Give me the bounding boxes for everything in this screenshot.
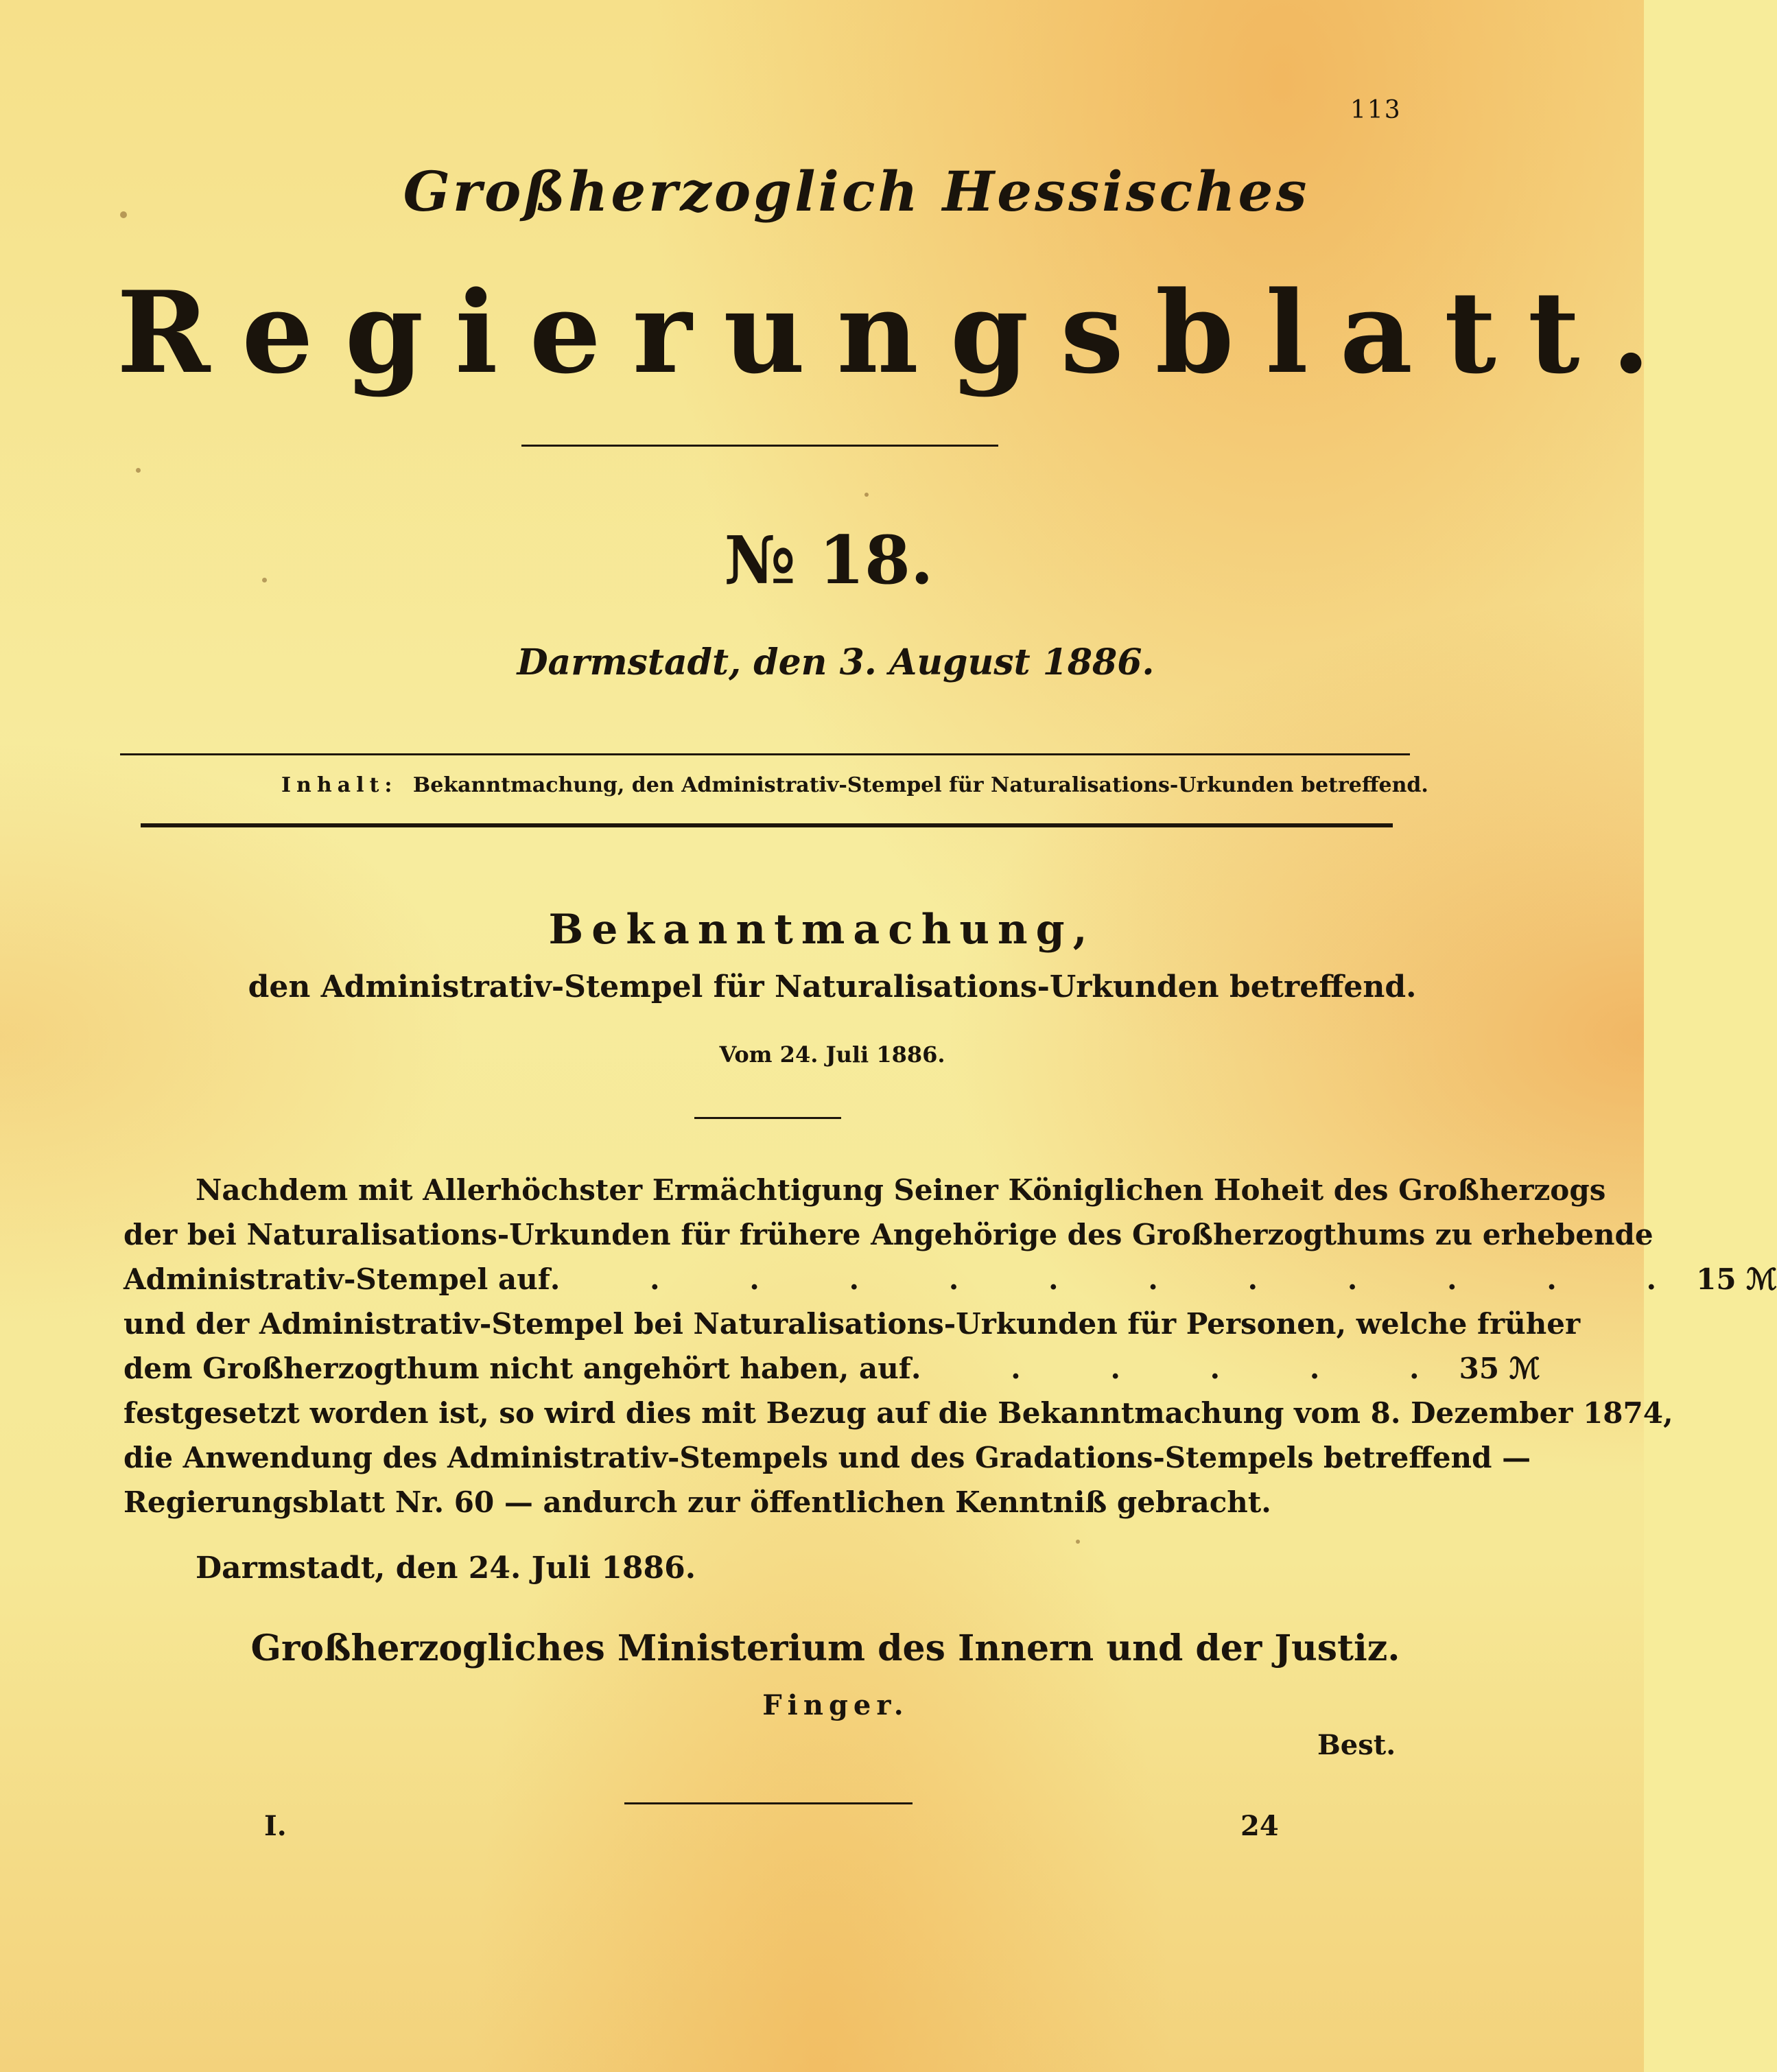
contents-label: Inhalt: (281, 773, 398, 797)
footer-signature-mark: I. (264, 1810, 287, 1842)
announcement-date: Vom 24. Juli 1886. (719, 1041, 945, 1068)
body-text: der bei Naturalisations-Urkunden für frühere Angehörige des Großherzogthums zu erhebende (123, 1218, 1654, 1251)
ministry-name: Großherzogliches Ministerium des Innern und der Justiz. (250, 1627, 1400, 1669)
body-line (123, 1396, 1673, 1430)
body-text: festgesetzt worden ist, so wird dies mit Bezug auf die Bekanntmachung vom 8. Dezember 1874, (123, 1396, 1673, 1430)
footer-divider (624, 1802, 913, 1804)
paper-speck (120, 211, 127, 218)
body-text: Nachdem mit Allerhöchster Ermächtigung Seiner Königlichen Hoheit des Großherzogs (196, 1173, 1606, 1207)
amount: 15 ℳ (1696, 1262, 1777, 1296)
countersigner-name: Best. (1317, 1729, 1396, 1761)
body-line (196, 1173, 1606, 1207)
contents-top-rule (120, 753, 1410, 755)
page-number: 113 (1350, 96, 1402, 124)
paper-speck (262, 578, 267, 582)
masthead-subtitle: Großherzoglich Hessisches (403, 159, 1310, 224)
contents-bottom-rule (141, 823, 1393, 827)
body-text: Regierungsblatt Nr. 60 — andurch zur öffentlichen Kenntniß gebracht. (123, 1485, 1271, 1519)
footer-sheet-number: 24 (1240, 1810, 1279, 1842)
leader-dots: . . . . . . . . . . . . (550, 1262, 1697, 1296)
paper-speck (1076, 1540, 1080, 1544)
body-line (123, 1262, 1777, 1296)
contents-line (281, 773, 1428, 797)
announcement-divider (694, 1117, 841, 1119)
body-text: die Anwendung des Administrativ-Stempels und des Gradations-Stempels betreffend — (123, 1441, 1531, 1474)
announcement-heading: Bekanntmachung, (548, 906, 1096, 954)
body-text: dem Großherzogthum nicht angehört haben, auf (123, 1352, 911, 1385)
issue-number: № 18. (724, 521, 934, 599)
amount: 35 ℳ (1459, 1352, 1540, 1385)
contents-text: Bekanntmachung, den Administrativ-Stempel für Naturalisations-Urkunden betreffend. (412, 773, 1428, 797)
masthead-title: Regierungsblatt. (117, 266, 1682, 399)
body-line (123, 1307, 1581, 1341)
body-line (123, 1352, 1540, 1385)
masthead-divider (521, 445, 998, 447)
paper-speck (136, 468, 141, 473)
body-line (123, 1485, 1413, 1519)
body-text: und der Administrativ-Stempel bei Naturalisations-Urkunden für Personen, welche früher (123, 1307, 1581, 1341)
body-line (123, 1218, 1654, 1251)
signer-name: Finger. (762, 1689, 909, 1721)
leader-dots: . . . . . . (910, 1352, 1459, 1385)
signing-place-date: Darmstadt, den 24. Juli 1886. (196, 1551, 696, 1586)
body-text: Administrativ-Stempel auf (123, 1262, 550, 1296)
body-line (123, 1441, 1531, 1474)
issue-date: Darmstadt, den 3. August 1886. (517, 641, 1155, 683)
announcement-subtitle: den Administrativ-Stempel für Naturalisations-Urkunden betreffend. (248, 969, 1417, 1004)
paper-speck (864, 493, 869, 497)
